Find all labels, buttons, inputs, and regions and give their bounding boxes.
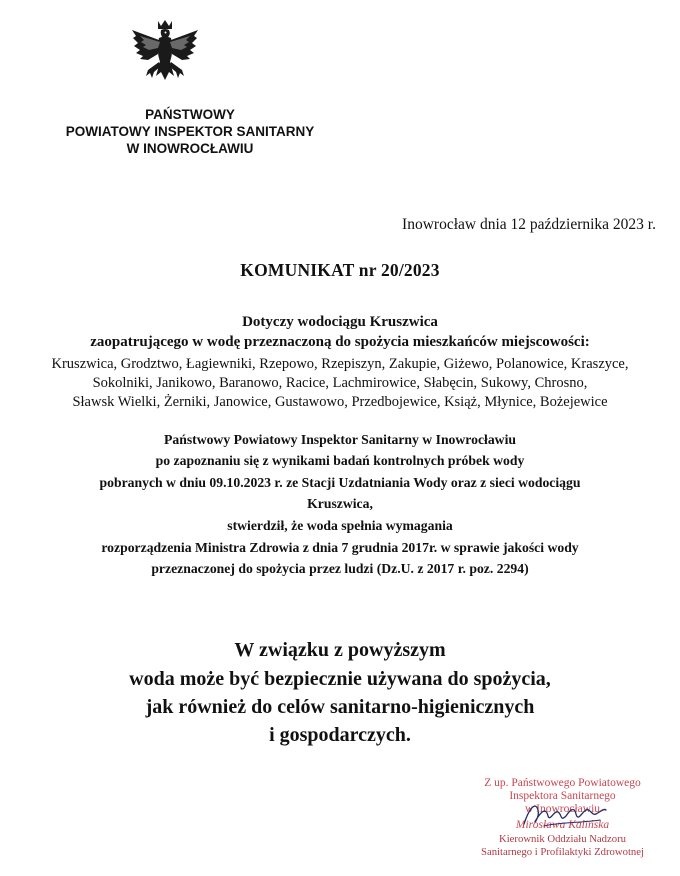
body-line-6: rozporządzenia Ministra Zdrowia z dnia 7 grudnia 2017r. w sprawie jakości wody	[101, 540, 579, 555]
stamp-name: Mirosława Kalińska	[515, 819, 610, 831]
stamp-role-1: Kierownik Oddziału Nadzoru	[498, 833, 627, 845]
body-line-7: przeznaczonej do spożycia przez ludzi (Dz.U. z 2017 r. poz. 2294)	[151, 561, 529, 576]
conclusion-line-3: jak również do celów sanitarno-higienicznych	[145, 696, 535, 718]
document-title: KOMUNIKAT nr 20/2023	[240, 260, 440, 280]
handwritten-signature-icon	[520, 796, 610, 834]
villages-line-1: Kruszwica, Grodztwo, Łagiewniki, Rzepowo, Rzepiszyn, Zakupie, Giżewo, Polanowice, Kraszyce,	[51, 356, 629, 372]
villages-line-2: Sokolniki, Janikowo, Baranowo, Racice, Lachmirowice, Słabęcin, Sukowy, Chrosno,	[92, 375, 588, 391]
body-line-3: pobranych w dniu 09.10.2023 r. ze Stacji Uzdatniania Wody oraz z sieci wodociągu	[99, 475, 581, 490]
subject-line-2: zaopatrującego w wodę przeznaczoną do spożycia mieszkańców miejscowości:	[90, 334, 590, 350]
institution-line-3: W INOWROCŁAWIU	[126, 141, 254, 156]
polish-eagle-emblem-icon	[130, 18, 200, 94]
stamp-line-3: w Inowrocławiu	[524, 803, 601, 815]
document-date: Inowrocław dnia 12 października 2023 r.	[402, 216, 656, 233]
stamp-role-2: Sanitarnego i Profilaktyki Zdrowotnej	[481, 846, 644, 858]
conclusion-line-1: W związku z powyższym	[234, 639, 446, 661]
body-line-5: stwierdził, że woda spełnia wymagania	[227, 518, 453, 533]
institution-line-1: PAŃSTWOWY	[145, 107, 235, 122]
body-line-2: po zapoznaniu się z wynikami badań kontrolnych próbek wody	[155, 453, 525, 468]
body-line-4: Kruszwica,	[307, 496, 373, 511]
stamp-line-2: Inspektora Sanitarnego	[509, 790, 616, 802]
stamp-line-1: Z up. Państwowego Powiatowego	[484, 777, 641, 789]
conclusion-line-2: woda może być bezpiecznie używana do spożycia,	[129, 668, 551, 690]
villages-line-3: Sławsk Wielki, Żerniki, Janowice, Gustawowo, Przedbojewice, Książ, Młynice, Bożejewice	[72, 394, 608, 410]
conclusion-line-4: i gospodarczych.	[269, 724, 411, 746]
body-line-1: Państwowy Powiatowy Inspektor Sanitarny w Inowrocławiu	[164, 432, 516, 447]
subject-line-1: Dotyczy wodociągu Kruszwica	[242, 314, 438, 330]
institution-line-2: POWIATOWY INSPEKTOR SANITARNY	[65, 124, 315, 139]
